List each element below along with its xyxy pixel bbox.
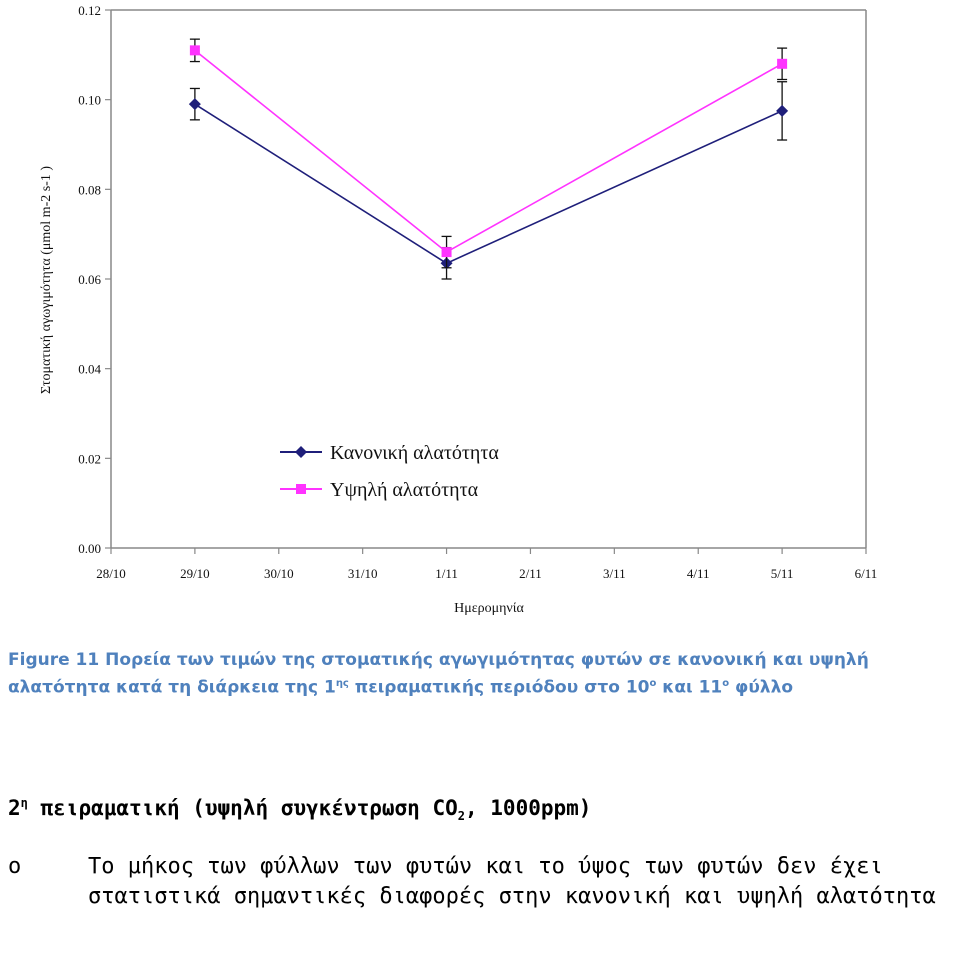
y-tick-label: 0.06 [78, 272, 101, 287]
x-axis-title: Ημερομηνία [454, 601, 524, 616]
series-line [195, 104, 782, 263]
y-tick-label: 0.02 [78, 451, 101, 467]
y-ticks [78, 3, 111, 556]
legend-marker-normal [295, 446, 307, 458]
x-tick-label: 5/11 [770, 566, 794, 581]
bullet-marker: o [8, 854, 22, 879]
chart-axes [111, 10, 866, 548]
caption-sup-2: ο [649, 678, 657, 689]
y-axis-title: Στοματική αγωγιμότητα (μmol m-2 s-1 ) [39, 165, 54, 395]
series-1 [190, 39, 787, 268]
list-item [8, 852, 954, 912]
caption-text-1: Πορεία των τιμών της στοματικής αγωγιμότητας φυτών σε κανονική και υψηλή αλατότητα κατά τη διάρκεια της 1 [8, 650, 869, 698]
chart-legend [280, 442, 499, 501]
legend-label-high: Υψηλή αλατότητα [330, 479, 479, 501]
caption-sup-1: ης [335, 678, 349, 689]
data-point-diamond [776, 105, 788, 117]
series-layer [189, 39, 788, 279]
section-heading [8, 796, 591, 823]
x-tick-label: 28/10 [96, 566, 126, 581]
figure-caption [8, 648, 954, 700]
caption-label: Figure 11 [8, 650, 100, 670]
x-ticks [96, 548, 877, 581]
heading-text-end: , 1000ppm) [465, 796, 592, 820]
x-tick-label: 1/11 [435, 566, 458, 581]
y-tick-label: 0.12 [78, 3, 101, 18]
x-tick-label: 2/11 [519, 566, 542, 581]
y-tick-label: 0.04 [78, 361, 101, 377]
heading-text: πειραματική (υψηλή συγκέντρωση CO [27, 796, 458, 820]
x-tick-label: 30/10 [263, 566, 294, 581]
caption-sup-3: ο [722, 678, 730, 689]
data-point-square [442, 247, 452, 257]
x-tick-label: 29/10 [180, 566, 210, 581]
bullet-text: Το μήκος των φύλλων των φυτών και το ύψος των φυτών δεν έχει στατιστικά σημαντικές διαφορές στην κανονική και υψηλή αλατότητα [88, 854, 936, 909]
heading-sub: 2 [457, 809, 465, 824]
bullet-list [8, 852, 954, 912]
data-point-square [777, 59, 787, 69]
x-tick-label: 31/10 [347, 566, 378, 581]
caption-text-2: πειραματικής περιόδου στο 10 [348, 677, 650, 698]
x-tick-label: 4/11 [686, 566, 710, 581]
heading-number: 2 [8, 796, 21, 820]
y-tick-label: 0.00 [78, 541, 101, 556]
legend-marker-high [296, 484, 306, 494]
y-tick-label: 0.08 [78, 182, 101, 198]
heading-sup: η [20, 796, 28, 810]
x-tick-label: 3/11 [603, 566, 626, 581]
caption-text-3: και 11 [656, 677, 723, 698]
data-point-square [190, 45, 200, 55]
data-point-diamond [189, 98, 201, 110]
caption-text-4: φύλλο [729, 677, 794, 698]
x-tick-label: 6/11 [854, 566, 878, 581]
legend-label-normal: Κανονική αλατότητα [330, 442, 499, 464]
y-tick-label: 0.10 [78, 92, 101, 108]
